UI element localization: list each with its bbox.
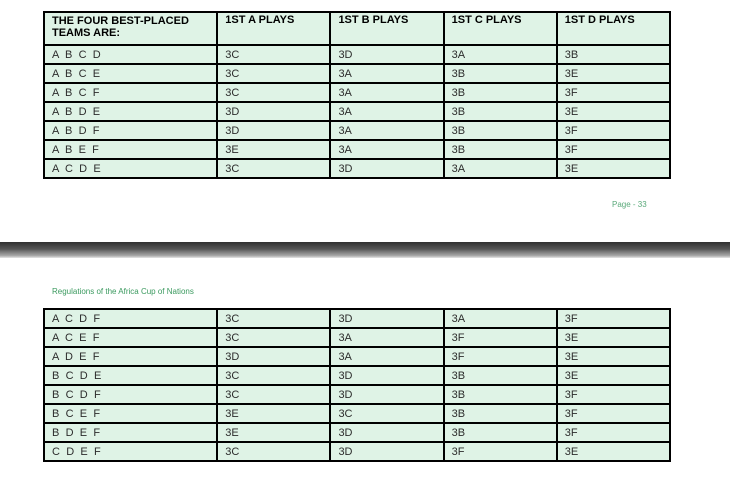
opponent-cell: 3B — [557, 45, 670, 64]
opponent-cell: 3B — [444, 102, 557, 121]
opponent-cell: 3E — [217, 140, 330, 159]
opponent-cell: 3D — [330, 309, 443, 328]
opponent-cell: 3B — [444, 366, 557, 385]
opponent-cell: 3E — [217, 423, 330, 442]
opponent-cell: 3A — [330, 347, 443, 366]
table-row — [44, 423, 670, 442]
team-combination-cell: B C D E — [44, 366, 217, 385]
pairing-table-page-33 — [43, 11, 671, 179]
team-combination-cell: A B C F — [44, 83, 217, 102]
opponent-cell: 3A — [330, 140, 443, 159]
table-row — [44, 83, 670, 102]
opponent-cell: 3E — [557, 347, 670, 366]
opponent-cell: 3B — [444, 385, 557, 404]
table-row — [44, 347, 670, 366]
opponent-cell: 3F — [557, 121, 670, 140]
opponent-cell: 3B — [444, 121, 557, 140]
table-header-row — [44, 12, 670, 45]
table-row — [44, 328, 670, 347]
opponent-cell: 3B — [444, 404, 557, 423]
team-combination-cell: B C D F — [44, 385, 217, 404]
opponent-cell: 3A — [330, 102, 443, 121]
document-page-33 — [0, 0, 730, 242]
table-row — [44, 102, 670, 121]
opponent-cell: 3E — [557, 366, 670, 385]
header-1st-b-plays: 1ST B PLAYS — [330, 12, 443, 45]
opponent-cell: 3B — [444, 64, 557, 83]
opponent-cell: 3C — [217, 309, 330, 328]
opponent-cell: 3A — [444, 309, 557, 328]
table-row — [44, 45, 670, 64]
opponent-cell: 3A — [330, 64, 443, 83]
opponent-cell: 3C — [330, 404, 443, 423]
header-best-placed-teams: THE FOUR BEST-PLACED TEAMS ARE: — [44, 12, 217, 45]
opponent-cell: 3D — [217, 121, 330, 140]
opponent-cell: 3B — [444, 83, 557, 102]
team-combination-cell: B D E F — [44, 423, 217, 442]
opponent-cell: 3A — [330, 328, 443, 347]
opponent-cell: 3D — [330, 159, 443, 178]
running-header-title: Regulations of the Africa Cup of Nations — [52, 287, 194, 296]
opponent-cell: 3F — [557, 404, 670, 423]
team-combination-cell: A C D E — [44, 159, 217, 178]
opponent-cell: 3A — [330, 83, 443, 102]
opponent-cell: 3F — [557, 385, 670, 404]
opponent-cell: 3D — [330, 385, 443, 404]
table-row — [44, 404, 670, 423]
opponent-cell: 3C — [217, 442, 330, 461]
opponent-cell: 3E — [557, 442, 670, 461]
opponent-cell: 3F — [444, 328, 557, 347]
table-row — [44, 64, 670, 83]
opponent-cell: 3E — [557, 159, 670, 178]
opponent-cell: 3D — [330, 366, 443, 385]
table-row — [44, 309, 670, 328]
team-combination-cell: A D E F — [44, 347, 217, 366]
table-row — [44, 366, 670, 385]
table-row — [44, 159, 670, 178]
opponent-cell: 3A — [330, 121, 443, 140]
team-combination-cell: A C D F — [44, 309, 217, 328]
opponent-cell: 3B — [444, 423, 557, 442]
opponent-cell: 3A — [444, 45, 557, 64]
opponent-cell: 3F — [557, 140, 670, 159]
team-combination-cell: A C E F — [44, 328, 217, 347]
opponent-cell: 3C — [217, 366, 330, 385]
table-row — [44, 442, 670, 461]
team-combination-cell: A B E F — [44, 140, 217, 159]
table-row — [44, 140, 670, 159]
table-body-page-33 — [44, 45, 670, 178]
opponent-cell: 3C — [217, 385, 330, 404]
table-row — [44, 121, 670, 140]
team-combination-cell: A B C D — [44, 45, 217, 64]
team-combination-cell: A B C E — [44, 64, 217, 83]
header-1st-a-plays: 1ST A PLAYS — [217, 12, 330, 45]
opponent-cell: 3E — [557, 64, 670, 83]
opponent-cell: 3E — [557, 328, 670, 347]
opponent-cell: 3C — [217, 64, 330, 83]
page-number: Page - 33 — [612, 200, 647, 209]
opponent-cell: 3C — [217, 83, 330, 102]
opponent-cell: 3C — [217, 159, 330, 178]
opponent-cell: 3D — [217, 102, 330, 121]
table-row — [44, 385, 670, 404]
opponent-cell: 3C — [217, 45, 330, 64]
team-combination-cell: A B D F — [44, 121, 217, 140]
opponent-cell: 3D — [330, 45, 443, 64]
pairing-table-page-34 — [43, 308, 671, 462]
opponent-cell: 3D — [217, 347, 330, 366]
team-combination-cell: C D E F — [44, 442, 217, 461]
opponent-cell: 3F — [557, 423, 670, 442]
table-body-page-34 — [44, 309, 670, 461]
header-1st-c-plays: 1ST C PLAYS — [444, 12, 557, 45]
document-page-34 — [0, 258, 730, 486]
opponent-cell: 3A — [444, 159, 557, 178]
team-combination-cell: B C E F — [44, 404, 217, 423]
opponent-cell: 3F — [557, 83, 670, 102]
team-combination-cell: A B D E — [44, 102, 217, 121]
opponent-cell: 3F — [444, 347, 557, 366]
opponent-cell: 3B — [444, 140, 557, 159]
opponent-cell: 3F — [444, 442, 557, 461]
opponent-cell: 3D — [330, 442, 443, 461]
opponent-cell: 3D — [330, 423, 443, 442]
opponent-cell: 3F — [557, 309, 670, 328]
page-separator — [0, 242, 730, 258]
opponent-cell: 3E — [217, 404, 330, 423]
opponent-cell: 3E — [557, 102, 670, 121]
opponent-cell: 3C — [217, 328, 330, 347]
header-1st-d-plays: 1ST D PLAYS — [557, 12, 670, 45]
